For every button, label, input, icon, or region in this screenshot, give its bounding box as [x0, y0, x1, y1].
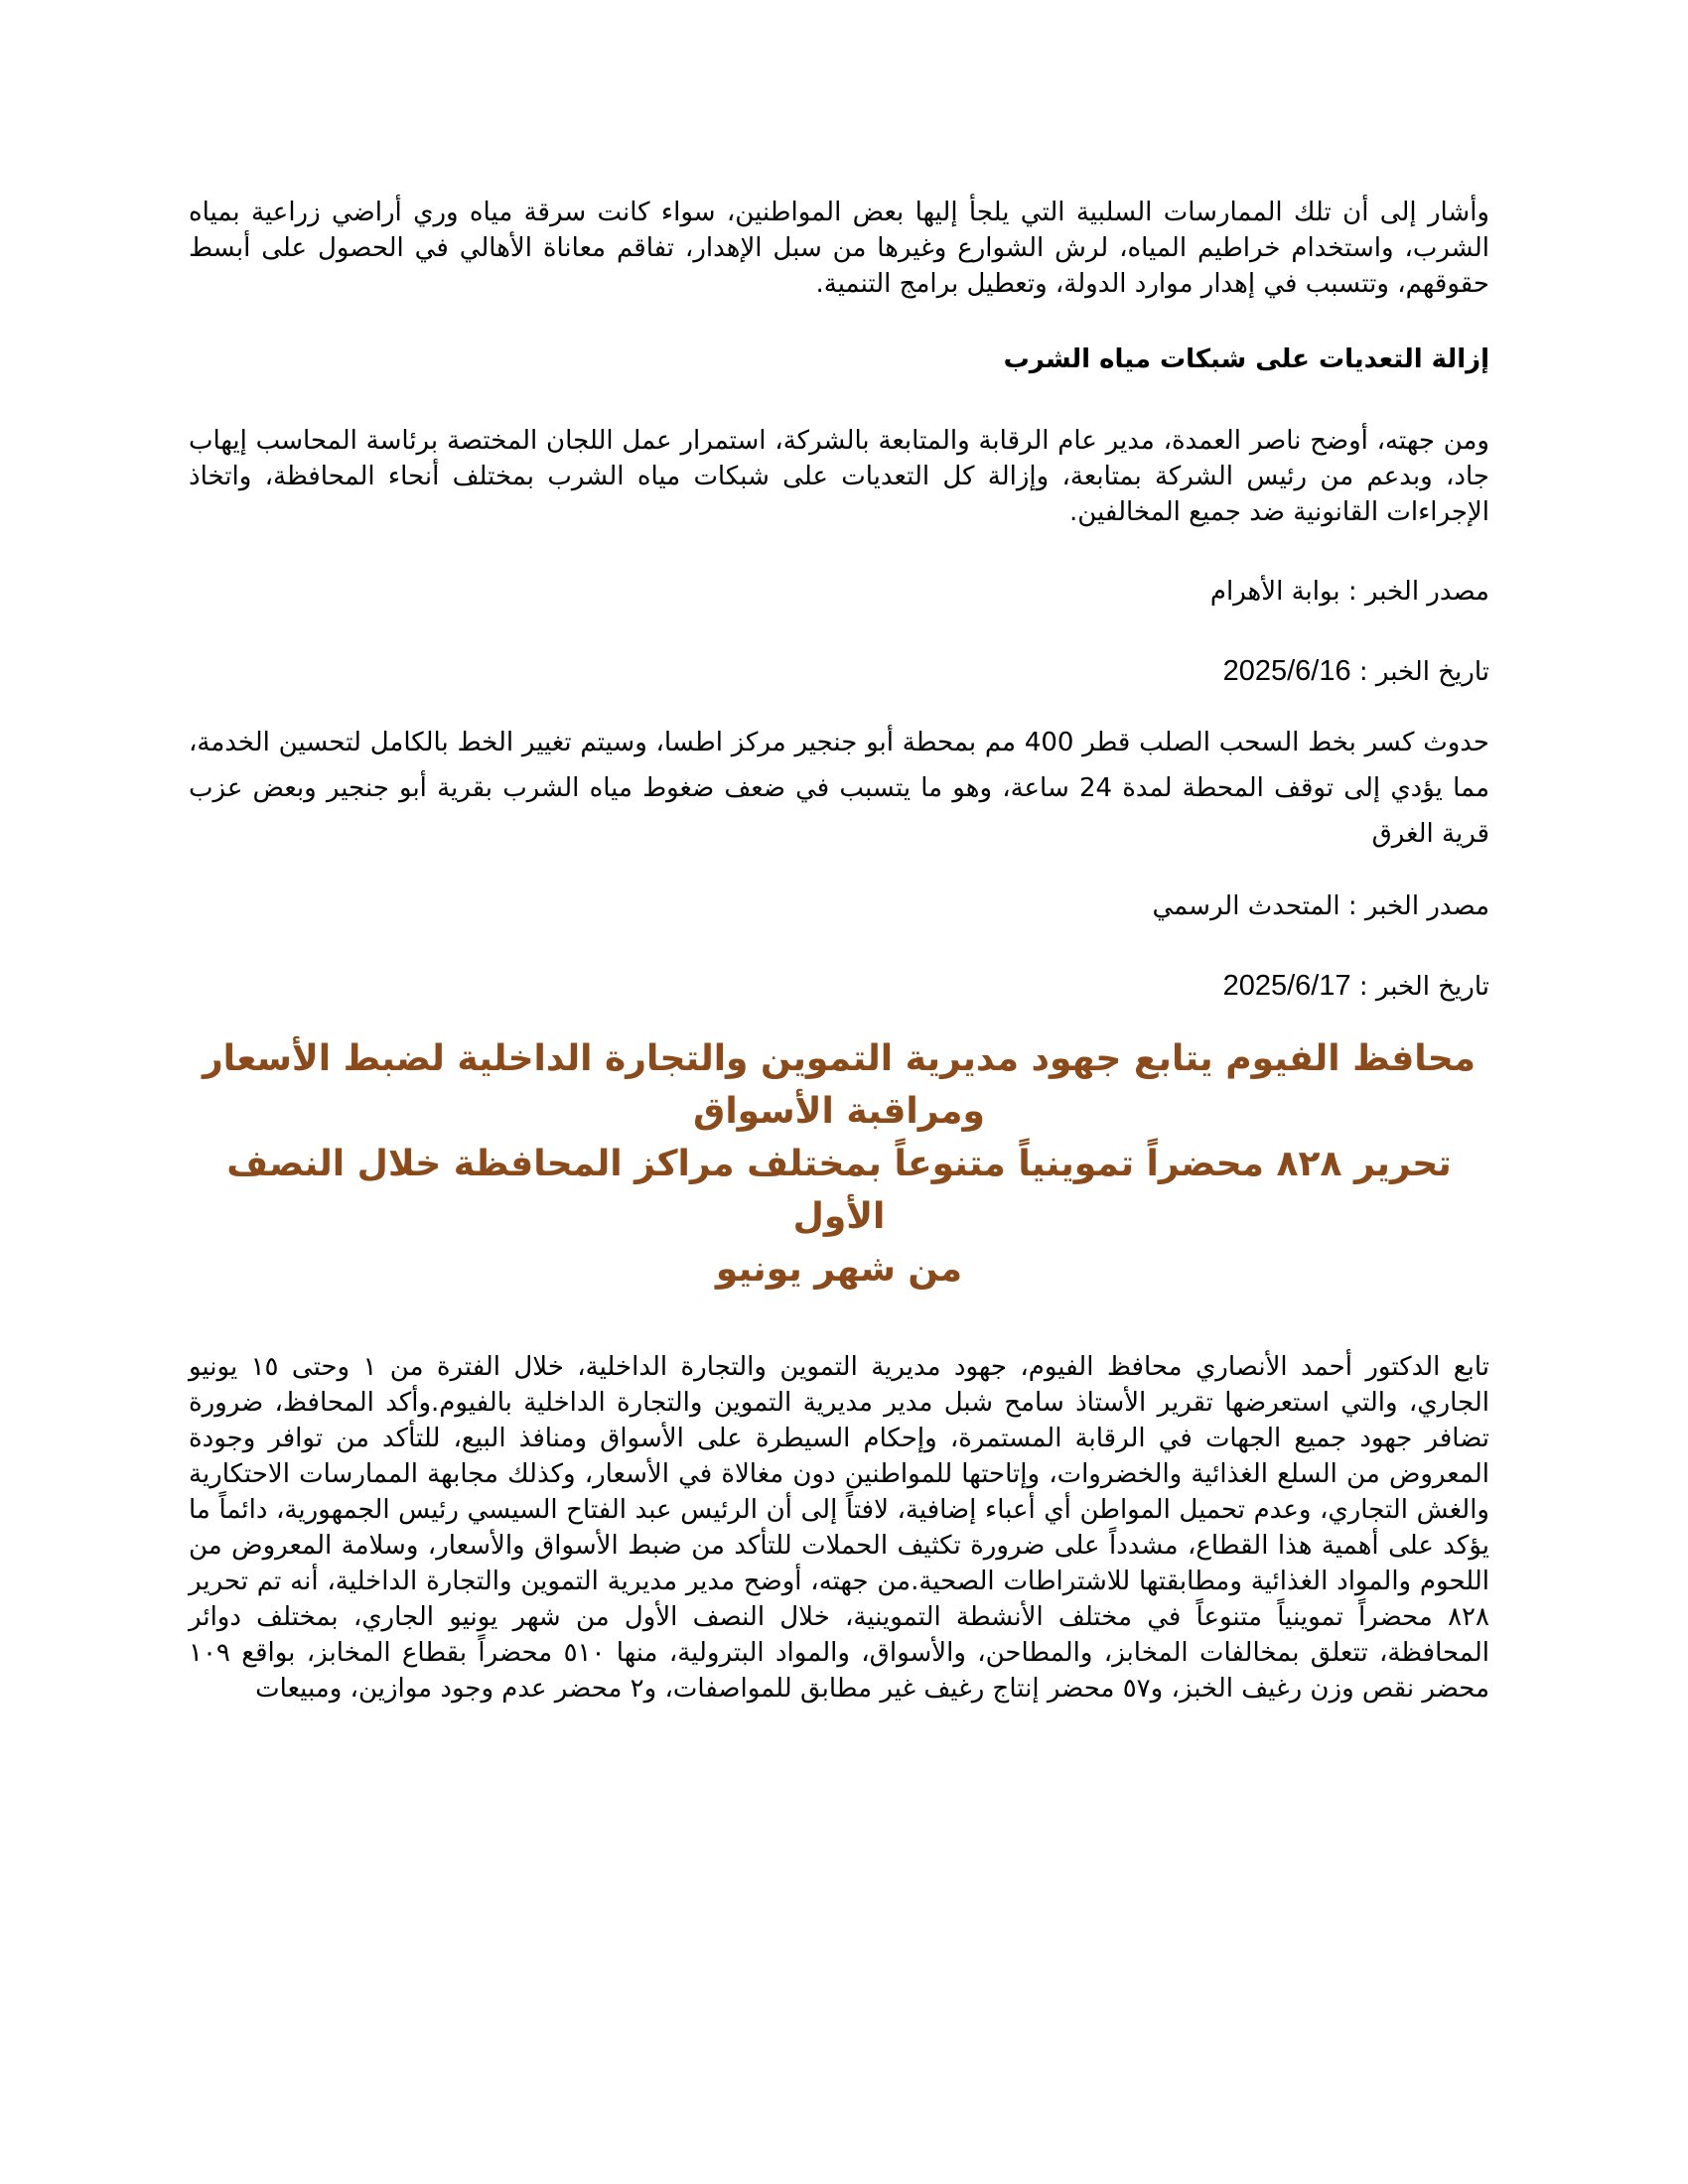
paragraph-supply-report: تابع الدكتور أحمد الأنصاري محافظ الفيوم، جهود مديرية التموين والتجارة الداخلية، خلال الفترة من ١ وحتى ١٥ يونيو الجاري، والتي استعرضها تقرير الأستاذ سامح شبل مدير مديرية التموين والتجارة الداخلية بالفيوم.وأكد المحافظ، ضرورة تضافر جهود جميع الجهات في الرقابة المستمرة، وإحكام السيطرة على الأسواق ومنافذ البيع، للتأكد من توافر وجودة المعروض من السلع الغذائية والخضروات، وإتاحتها للمواطنين دون مغالاة في الأسعار، وكذلك مجابهة الممارسات الاحتكارية والغش التجاري، وعدم تحميل المواطن أي أعباء إضافية، لافتاً إلى أن الرئيس عبد الفتاح السيسي رئيس الجمهورية، دائماً ما يؤكد على أهمية هذا القطاع، مشدداً على ضرورة تكثيف الحملات للتأكد من ضبط الأسواق والأسعار، وسلامة المعروض من اللحوم والمواد الغذائية ومطابقتها للاشتراطات الصحية.من جهته، أوضح مدير مديرية التموين والتجارة الداخلية، أنه تم تحرير ٨٢٨ محضراً تموينياً متنوعاً في مختلف الأنشطة التموينية، خلال النصف الأول من شهر يونيو الجاري، بمختلف دوائر المحافظة، تتعلق بمخالفات المخابز، والمطاحن، والأسواق، والمواد البترولية، منها ٥١٠ محضراً بقطاع المخابز، بواقع ١٠٩ محضر نقص وزن رغيف الخبز، و٥٧ محضر إنتاج رغيف غير مطابق للمواصفات، و٢ محضر عدم وجود موازين، ومبيعات [189, 1352, 1489, 1704]
news-date-label-1: تاريخ الخبر : [1358, 657, 1489, 687]
news-date-2 [189, 968, 1489, 1005]
article-title-line-1: محافظ الفيوم يتابع جهود مديرية التموين والتجارة الداخلية لضبط الأسعار [202, 1038, 1477, 1079]
article-title [189, 1032, 1489, 1296]
news-date-value-2: 2025/6/17 [1222, 970, 1351, 1002]
paragraph-encroachment-removal: ومن جهته، أوضح ناصر العمدة، مدير عام الرقابة والمتابعة بالشركة، استمرار عمل اللجان المختصة برئاسة المحاسب إيهاب جاد، وبدعم من رئيس الشركة بمتابعة، وإزالة كل التعديات على شبكات مياه الشرب بمختلف أنحاء المحافظة، واتخاذ الإجراءات القانونية ضد جميع المخالفين. [189, 426, 1489, 527]
news-date-label-2: تاريخ الخبر : [1358, 972, 1489, 1002]
document-page [189, 195, 1489, 1706]
article-title-line-2: ومراقبة الأسواق [693, 1091, 985, 1132]
news-source-2: مصدر الخبر : المتحدث الرسمي [1152, 891, 1489, 921]
article-title-line-4: من شهر يونيو [715, 1249, 963, 1290]
paragraph-water-theft: وأشار إلى أن تلك الممارسات السلبية التي يلجأ إليها بعض المواطنين، سواء كانت سرقة مياه وري أراضي زراعية بمياه الشرب، واستخدام خراطيم المياه، لرش الشوارع وغيرها من سبل الإهدار، تفاقم معاناة الأهالي في الحصول على أبسط حقوقهم، وتتسبب في إهدار موارد الدولة، وتعطيل برامج التنمية. [189, 198, 1489, 299]
news-date-value-1: 2025/6/16 [1222, 655, 1351, 687]
paragraph-pipe-break: حدوث كسر بخط السحب الصلب قطر 400 مم بمحطة أبو جنجير مركز اطسا، وسيتم تغيير الخط بالكامل لتحسين الخدمة، مما يؤدي إلى توقف المحطة لمدة 24 ساعة، وهو ما يتسبب في ضعف ضغوط مياه الشرب بقرية أبو جنجير وبعض عزب قرية الغرق [189, 728, 1490, 849]
article-title-line-3: تحرير ٨٢٨ محضراً تموينياً متنوعاً بمختلف مراكز المحافظة خلال النصف الأول [226, 1144, 1452, 1237]
news-date-1 [189, 653, 1489, 690]
section-heading-encroachments: إزالة التعديات على شبكات مياه الشرب [1003, 344, 1489, 374]
news-source-1: مصدر الخبر : بوابة الأهرام [1209, 577, 1489, 607]
